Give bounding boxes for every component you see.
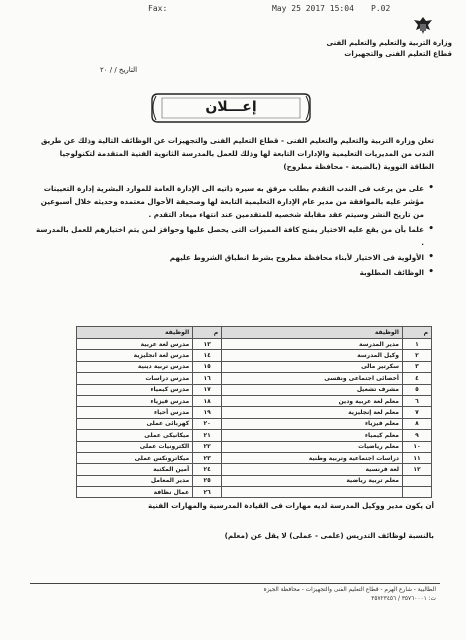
row-number-cell: ١٦ xyxy=(193,373,222,384)
job-title-cell: عمال نظافة xyxy=(77,487,193,498)
table-row xyxy=(77,384,432,395)
table-row xyxy=(77,441,432,452)
row-number-cell: ٩ xyxy=(403,430,432,441)
table-row xyxy=(77,361,432,372)
row-number-cell: ٢٢ xyxy=(193,441,222,452)
intro-paragraph: تعلن وزارة التربية والتعليم والتعليم الفنى - قطاع التعليم الفنى والتجهيزات عن الوظائف التالية وذلك عن طريق الندب من المديريات التعليمية والإدارات التابعة لها وذلك للعمل بالمدرسة الثانوية الفنية المتقدمة لتكنولوجيا الطاقة النووية (بالضبعة - محافظة مطروح) xyxy=(41,136,434,171)
table-header-row xyxy=(77,327,432,339)
footer-address: الطالبية - شارع الهرم - قطاع التعليم الفنى والتجهيزات - محافظة الجيزة xyxy=(263,587,436,593)
job-title-cell: مدرس فيزياء xyxy=(77,395,193,406)
job-title-cell xyxy=(222,487,403,498)
row-number-cell xyxy=(403,487,432,498)
row-number-cell: ٧ xyxy=(403,407,432,418)
sector-name: قطاع التعليم الفنى والتجهيزات xyxy=(344,50,452,58)
job-title-cell: ميكاترونكس عملى xyxy=(77,452,193,463)
row-number-cell: ٢٥ xyxy=(193,475,222,486)
row-number-cell: ١ xyxy=(403,339,432,350)
requirement-item: • الوظائف المطلوبة xyxy=(34,266,434,279)
table-row xyxy=(77,373,432,384)
row-number-cell: ١٨ xyxy=(193,395,222,406)
table-row xyxy=(77,350,432,361)
row-number-cell: ١٠ xyxy=(403,441,432,452)
job-title-cell: معلم رياضيات xyxy=(222,441,403,452)
row-number-cell: ٢٦ xyxy=(193,487,222,498)
table-row xyxy=(77,487,432,498)
table-row xyxy=(77,475,432,486)
eagle-emblem-icon xyxy=(410,14,436,38)
job-title-cell: معلم لغة عربية ودين xyxy=(222,395,403,406)
job-title-cell: معلم فيزياء xyxy=(222,418,403,429)
header-job: الوظيفة xyxy=(222,327,403,339)
table-row xyxy=(77,407,432,418)
footer-divider xyxy=(30,583,440,584)
row-number-cell: ١٧ xyxy=(193,384,222,395)
job-title-cell: أخصائى اجتماعى ونفسى xyxy=(222,373,403,384)
job-title-cell: وكيل المدرسة xyxy=(222,350,403,361)
job-title-cell: معلم لغة إنجليزية xyxy=(222,407,403,418)
row-number-cell: ١٩ xyxy=(193,407,222,418)
job-title-cell: مدرس تربية دينية xyxy=(77,361,193,372)
table-row xyxy=(77,452,432,463)
footer-phone: ت: ٣٥٧٦٠٠٠١ / ٣٥٧٢٣٤٥٦ xyxy=(371,596,436,602)
header-job: الوظيفة xyxy=(77,327,193,339)
fax-label: Fax: xyxy=(148,4,168,13)
row-number-cell: ٢٣ xyxy=(193,452,222,463)
job-title-cell: مدرس دراسات xyxy=(77,373,193,384)
row-number-cell: ١٥ xyxy=(193,361,222,372)
table-row xyxy=(77,464,432,475)
job-title-cell: معلم تربية رياضية xyxy=(222,475,403,486)
requirements-list xyxy=(34,182,434,281)
job-title-cell: مدرس لغة انجليزية xyxy=(77,350,193,361)
job-title-cell: الكترونيات عملى xyxy=(77,441,193,452)
row-number-cell: ١١ xyxy=(403,452,432,463)
note-teaching: بالنسبة لوظائف التدريس (علمى - عملى) لا يقل عن (معلم) xyxy=(224,531,434,540)
requirement-item: • الأولوية فى الاختيار لأبناء محافظة مطروح بشرط انطباق الشروط عليهم xyxy=(34,251,434,264)
job-title-cell: مدرس أحياء xyxy=(77,407,193,418)
jobs-table-body xyxy=(77,339,432,498)
row-number-cell: ٢١ xyxy=(193,430,222,441)
row-number-cell: ١٣ xyxy=(193,339,222,350)
row-number-cell: ١٤ xyxy=(193,350,222,361)
row-number-cell: ٨ xyxy=(403,418,432,429)
job-title-cell: أمين المكتبة xyxy=(77,464,193,475)
requirement-item: • علما بأن من يقع عليه الاختيار يمنح كافة المميزات التى يحصل عليها وحوافز لمن يتم اختيارهم للعمل بالمدرسة . xyxy=(34,223,434,249)
job-title-cell: مدير المدرسة xyxy=(222,339,403,350)
table-row xyxy=(77,339,432,350)
row-number-cell xyxy=(403,475,432,486)
row-number-cell: ٢٠ xyxy=(193,418,222,429)
fax-page-number: P.02 xyxy=(371,4,391,13)
row-number-cell: ٦ xyxy=(403,395,432,406)
row-number-cell: ٢٤ xyxy=(193,464,222,475)
job-title-cell: مشرف تشغيل xyxy=(222,384,403,395)
row-number-cell: ٢ xyxy=(403,350,432,361)
jobs-table xyxy=(76,326,432,498)
table-row xyxy=(77,418,432,429)
row-number-cell: ٤ xyxy=(403,373,432,384)
job-title-cell: مدرس كيمياء xyxy=(77,384,193,395)
row-number-cell: ١٢ xyxy=(403,464,432,475)
ministry-header xyxy=(302,38,452,60)
row-number-cell: ٥ xyxy=(403,384,432,395)
row-number-cell: ٣ xyxy=(403,361,432,372)
date-line: التاريخ / / ٢٠ xyxy=(100,66,138,74)
requirement-item: • على من يرغب فى الندب التقدم بطلب مرفق به سيره ذاتيه الى الإدارة العامة للموارد البشرية إدارة التعيينات مؤشر عليه بالموافقة من مدير عام الإدارة التعليمية التابعة لها وصحيفة الأحوال معتمده وحديثه خلال أسبوعين من تاريخ النشر وسيتم عقد مقابلة شخصيه للمتقدمين عند انتهاء ميعاد التقدم . xyxy=(34,182,434,221)
job-title-cell: ميكانيكى عملى xyxy=(77,430,193,441)
table-row xyxy=(77,395,432,406)
announcement-title: إعـــلان xyxy=(205,99,257,115)
footer xyxy=(26,586,436,604)
job-title-cell: معلم كيمياء xyxy=(222,430,403,441)
fax-timestamp: May 25 2017 15:04 xyxy=(272,4,354,13)
job-title-cell: سكرتير مالى xyxy=(222,361,403,372)
job-title-cell: لغة فرنسية xyxy=(222,464,403,475)
job-title-cell: مدير المعامل xyxy=(77,475,193,486)
job-title-cell: دراسات اجتماعية وتربية وطنية xyxy=(222,452,403,463)
ministry-name: وزارة التربية والتعليم والتعليم الفنى xyxy=(326,39,452,47)
header-number: م xyxy=(403,327,432,339)
table-row xyxy=(77,430,432,441)
note-leadership: أن يكون مدير ووكيل المدرسة لديه مهارات فى القيادة المدرسية والمهارات الفنية xyxy=(148,501,434,510)
job-title-cell: مدرس لغة عربية xyxy=(77,339,193,350)
job-title-cell: كهربائى عملى xyxy=(77,418,193,429)
header-number: م xyxy=(193,327,222,339)
